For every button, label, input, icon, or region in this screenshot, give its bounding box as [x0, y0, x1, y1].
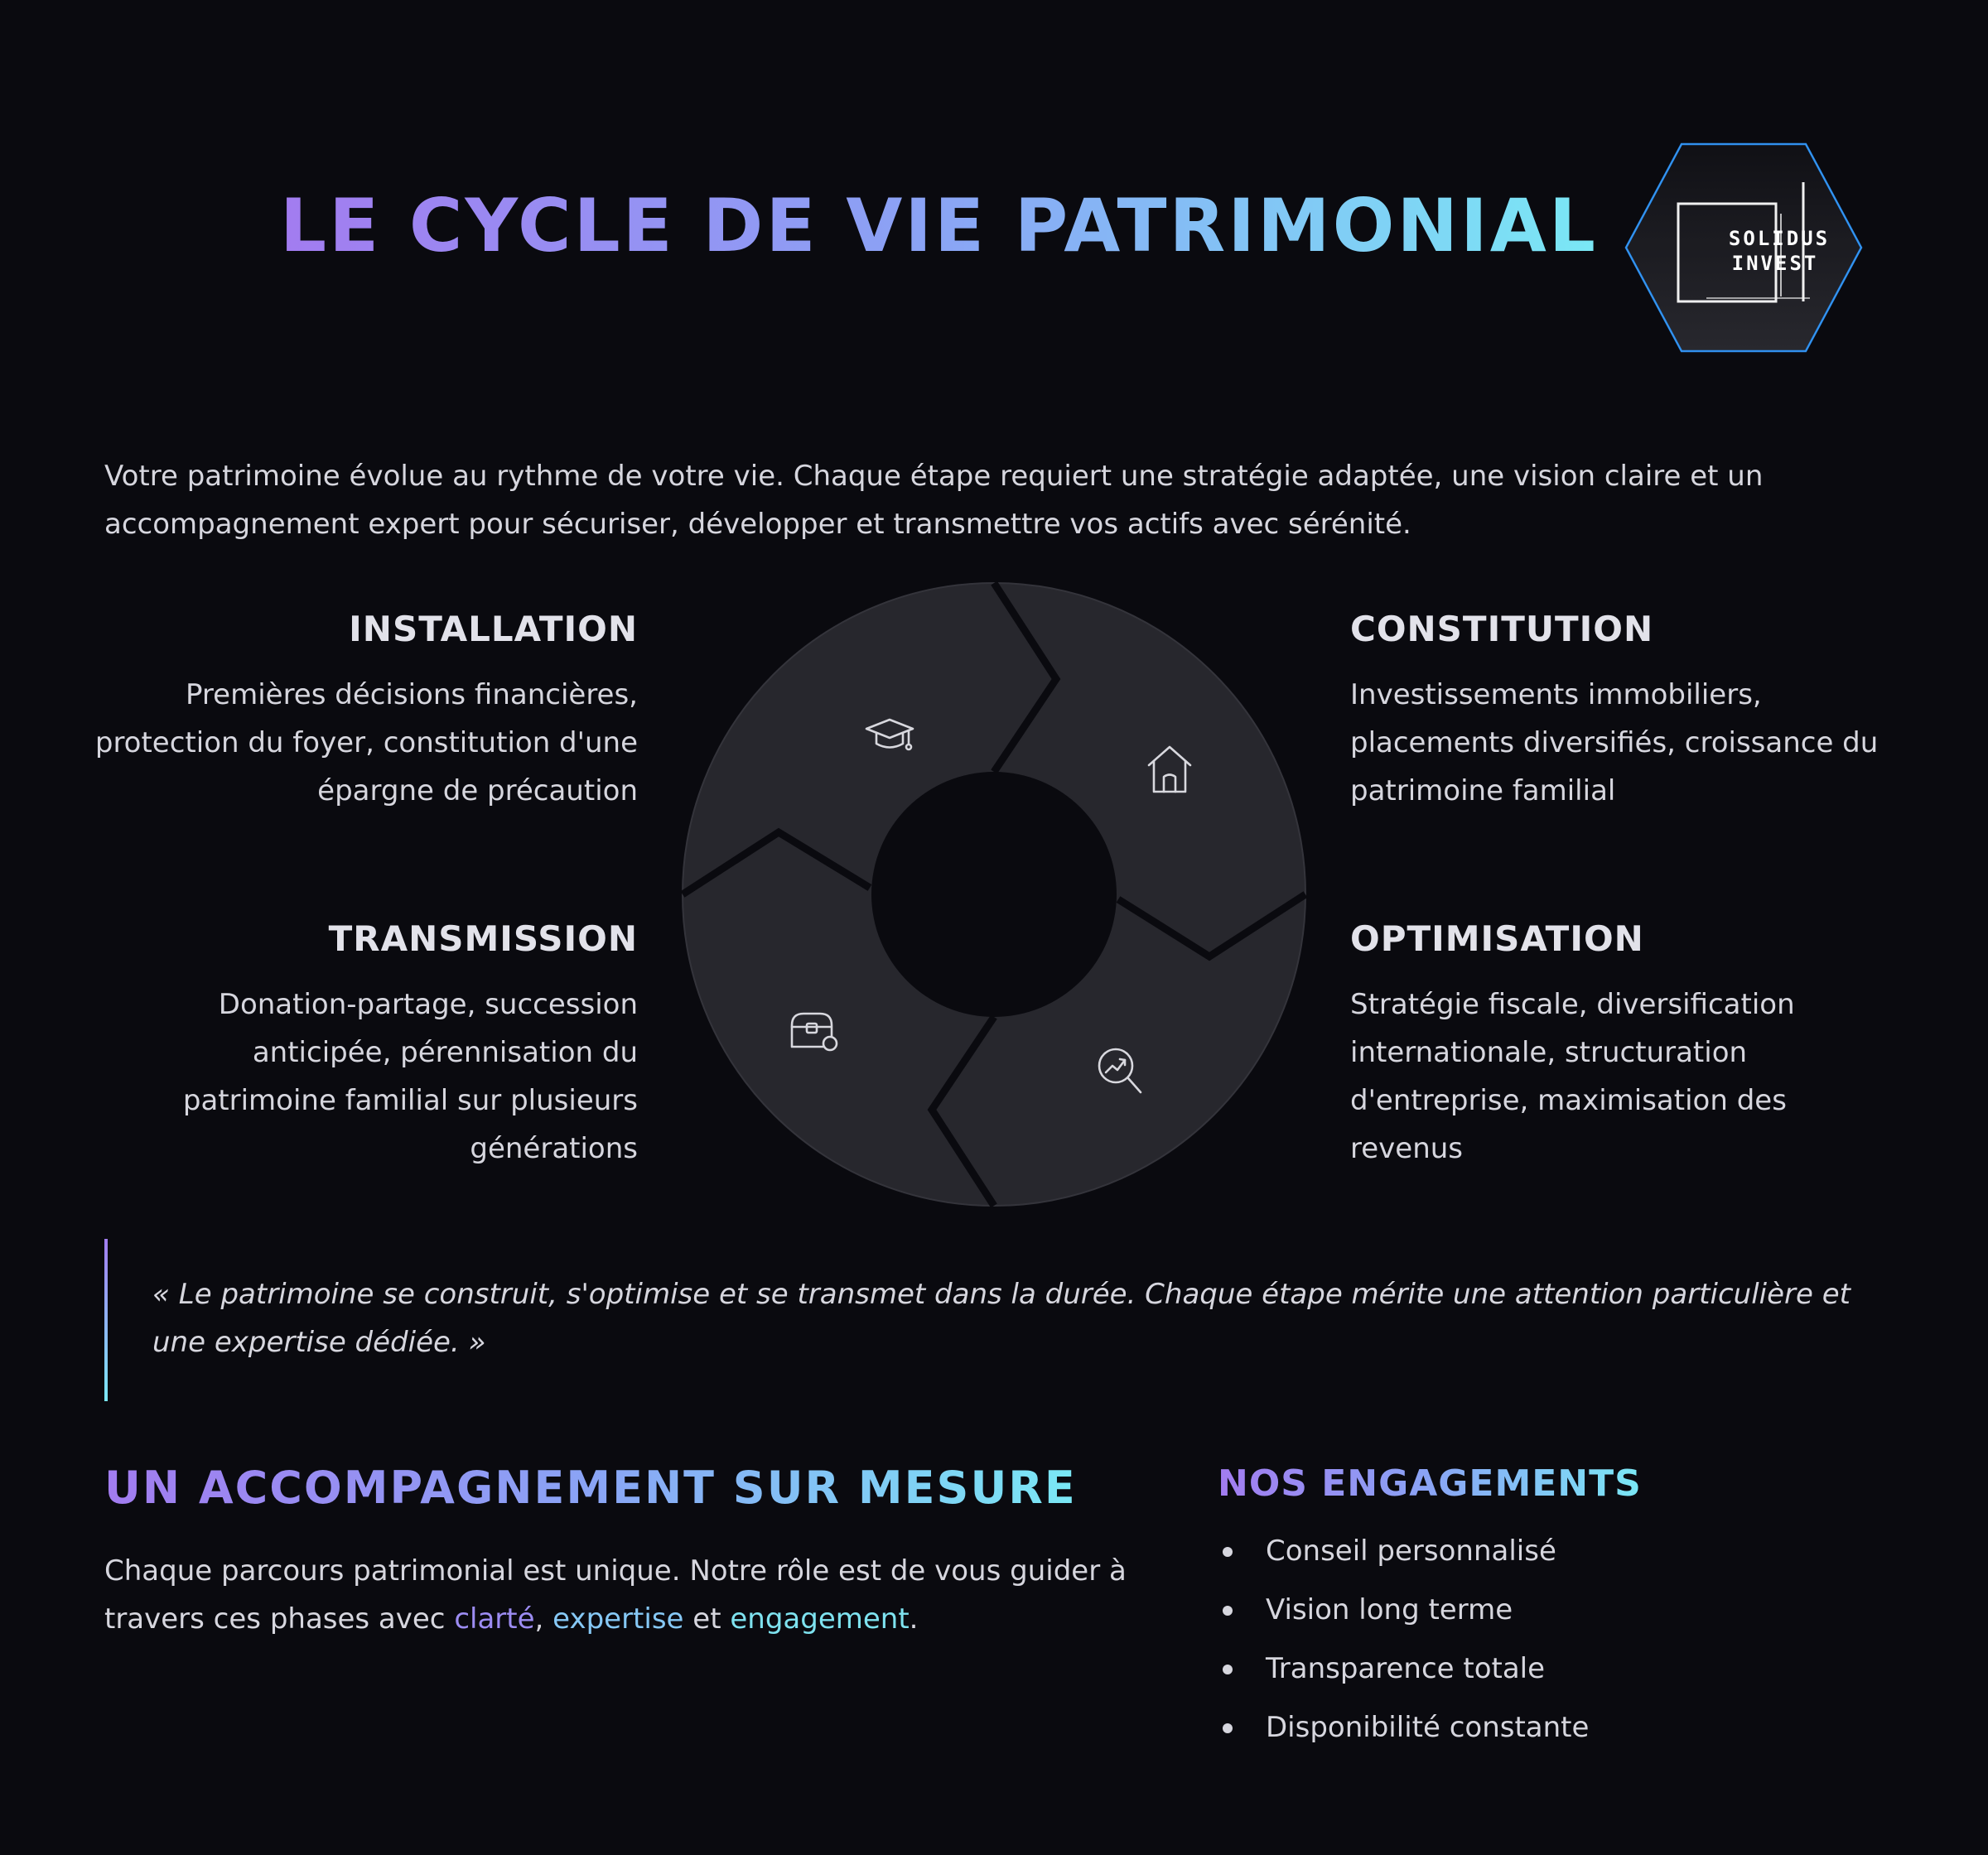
stage-optimisation — [1350, 916, 1897, 1173]
logo-text-2: INVEST — [1731, 252, 1819, 275]
accompagnement-title: UN ACCOMPAGNEMENT SUR MESURE — [104, 1459, 1077, 1517]
stage-constitution-text: Investissements immobiliers, placements diversifiés, croissance du patrimoine familial — [1350, 678, 1879, 807]
stage-optimisation-title: OPTIMISATION — [1350, 918, 1644, 959]
engagement-item-label: Disponibilité constante — [1266, 1711, 1590, 1744]
highlight-clarte: clarté — [454, 1602, 535, 1636]
quote-block — [104, 1239, 1897, 1401]
list-item — [1218, 1710, 1589, 1745]
bullet-icon — [1223, 1606, 1233, 1616]
separator-2: et — [683, 1602, 731, 1636]
engagements-list — [1218, 1534, 1589, 1769]
list-item — [1218, 1651, 1589, 1686]
stage-optimisation-text: Stratégie fiscale, diversification internationale, structuration d'entreprise, maximisation des revenus — [1350, 988, 1795, 1165]
stage-transmission — [91, 916, 638, 1173]
stage-installation-title: INSTALLATION — [349, 609, 638, 649]
engagements-title: NOS ENGAGEMENTS — [1218, 1459, 1642, 1509]
accompagnement-text-end: . — [909, 1602, 919, 1636]
wheel-hole — [871, 772, 1117, 1017]
stage-installation-text: Premières décisions financières, protection du foyer, constitution d'une épargne de précaution — [94, 678, 638, 807]
stage-installation — [91, 606, 638, 815]
lifecycle-wheel — [679, 580, 1309, 1209]
highlight-engagement: engagement — [730, 1602, 910, 1636]
page-title: LE CYCLE DE VIE PATRIMONIAL — [280, 181, 1598, 272]
separator-1: , — [534, 1602, 553, 1636]
bullet-icon — [1223, 1665, 1233, 1674]
stage-constitution — [1350, 606, 1897, 815]
stage-transmission-title: TRANSMISSION — [328, 918, 638, 959]
list-item — [1218, 1592, 1589, 1627]
quote-text: « Le patrimoine se construit, s'optimise et se transmet dans la durée. Chaque étape mérite une attention particulière et une expertise dédiée. » — [152, 1278, 1850, 1359]
highlight-expertise: expertise — [552, 1602, 684, 1636]
stage-constitution-title: CONSTITUTION — [1350, 609, 1654, 649]
logo-text-1: SOLIDUS — [1728, 227, 1831, 250]
engagement-item-label: Vision long terme — [1266, 1593, 1513, 1626]
engagement-item-label: Transparence totale — [1266, 1652, 1546, 1685]
accompagnement-text-start: Chaque parcours patrimonial est unique. Notre rôle est de vous guider à travers ces phases avec — [104, 1554, 1127, 1636]
accompagnement-text — [104, 1547, 1165, 1643]
engagement-item-label: Conseil personnalisé — [1266, 1535, 1556, 1568]
list-item — [1218, 1534, 1589, 1568]
intro-text: Votre patrimoine évolue au rythme de votre vie. Chaque étape requiert une stratégie adaptée, une vision claire et un accompagnement expert pour sécuriser, développer et transmettre vos actifs avec sérénité. — [104, 460, 1764, 541]
bullet-icon — [1223, 1547, 1233, 1557]
bullet-icon — [1223, 1723, 1233, 1733]
solidus-invest-logo[interactable] — [1619, 139, 1868, 356]
stage-transmission-text: Donation-partage, succession anticipée, pérennisation du patrimoine familial sur plusieurs générations — [182, 988, 638, 1165]
